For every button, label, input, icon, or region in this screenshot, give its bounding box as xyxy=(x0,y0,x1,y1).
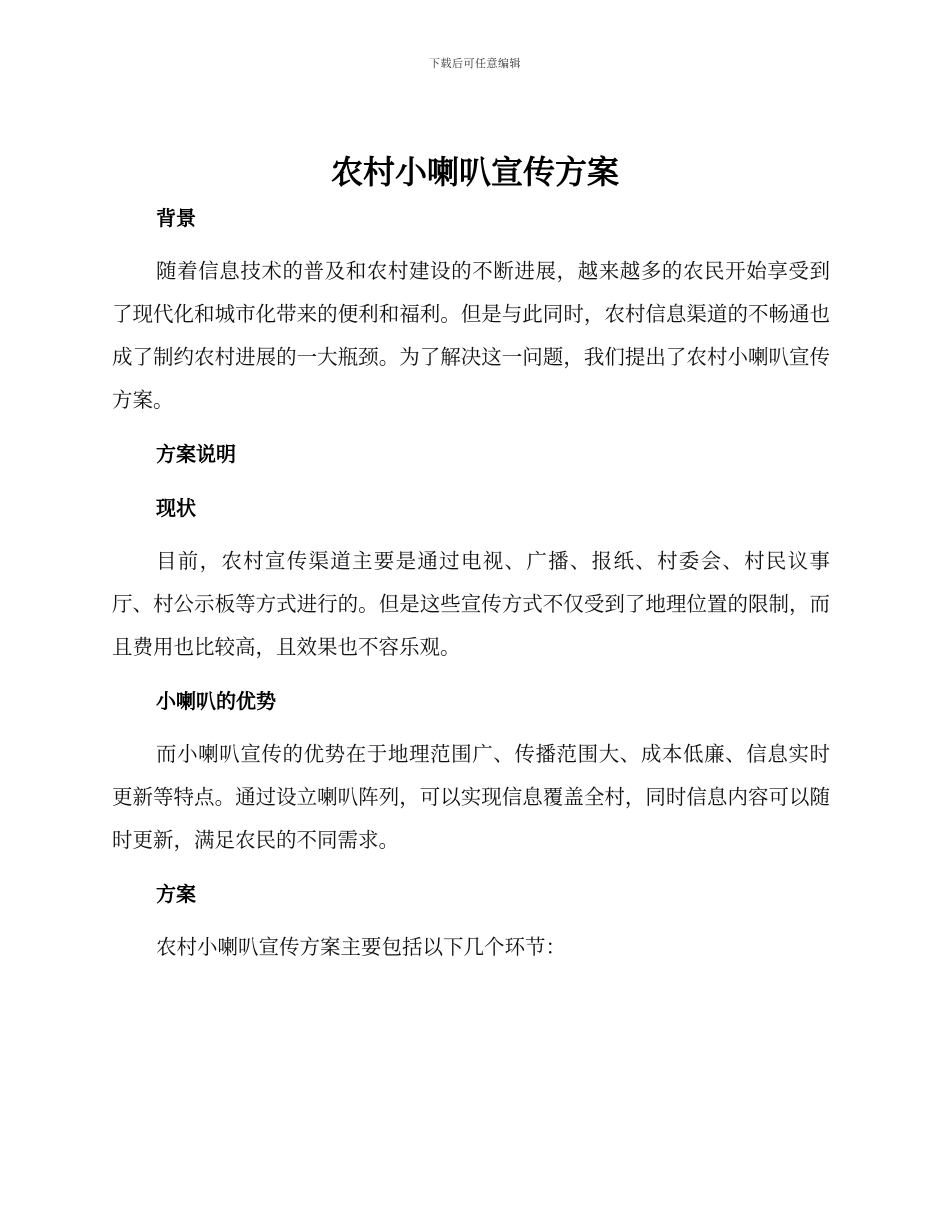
section-heading-status: 现状 xyxy=(156,496,196,520)
paragraph-background: 随着信息技术的普及和农村建设的不断进展，越来越多的农民开始享受到了现代化和城市化带来的便利和福利。但是与此同时，农村信息渠道的不畅通也成了制约农村进展的一大瓶颈。为了解决这一问题，我们提出了农村小喇叭宣传方案。 xyxy=(112,259,830,412)
paragraph-plan: 农村小喇叭宣传方案主要包括以下几个环节： xyxy=(156,935,566,959)
document-body xyxy=(112,196,830,969)
section-heading-background: 背景 xyxy=(156,206,196,230)
section-heading-plan-description: 方案说明 xyxy=(156,442,236,466)
paragraph-status: 目前，农村宣传渠道主要是通过电视、广播、报纸、村委会、村民议事厅、村公示板等方式进行的。但是这些宣传方式不仅受到了地理位置的限制，而且费用也比较高，且效果也不容乐观。 xyxy=(112,549,830,659)
section-heading-advantage: 小喇叭的优势 xyxy=(156,689,276,713)
section-heading-plan: 方案 xyxy=(156,882,196,906)
header-note: 下载后可任意编辑 xyxy=(429,57,521,70)
paragraph-advantage: 而小喇叭宣传的优势在于地理范围广、传播范围大、成本低廉、信息实时更新等特点。通过设立喇叭阵列，可以实现信息覆盖全村，同时信息内容可以随时更新，满足农民的不同需求。 xyxy=(112,742,830,852)
document-title: 农村小喇叭宣传方案 xyxy=(330,153,619,191)
